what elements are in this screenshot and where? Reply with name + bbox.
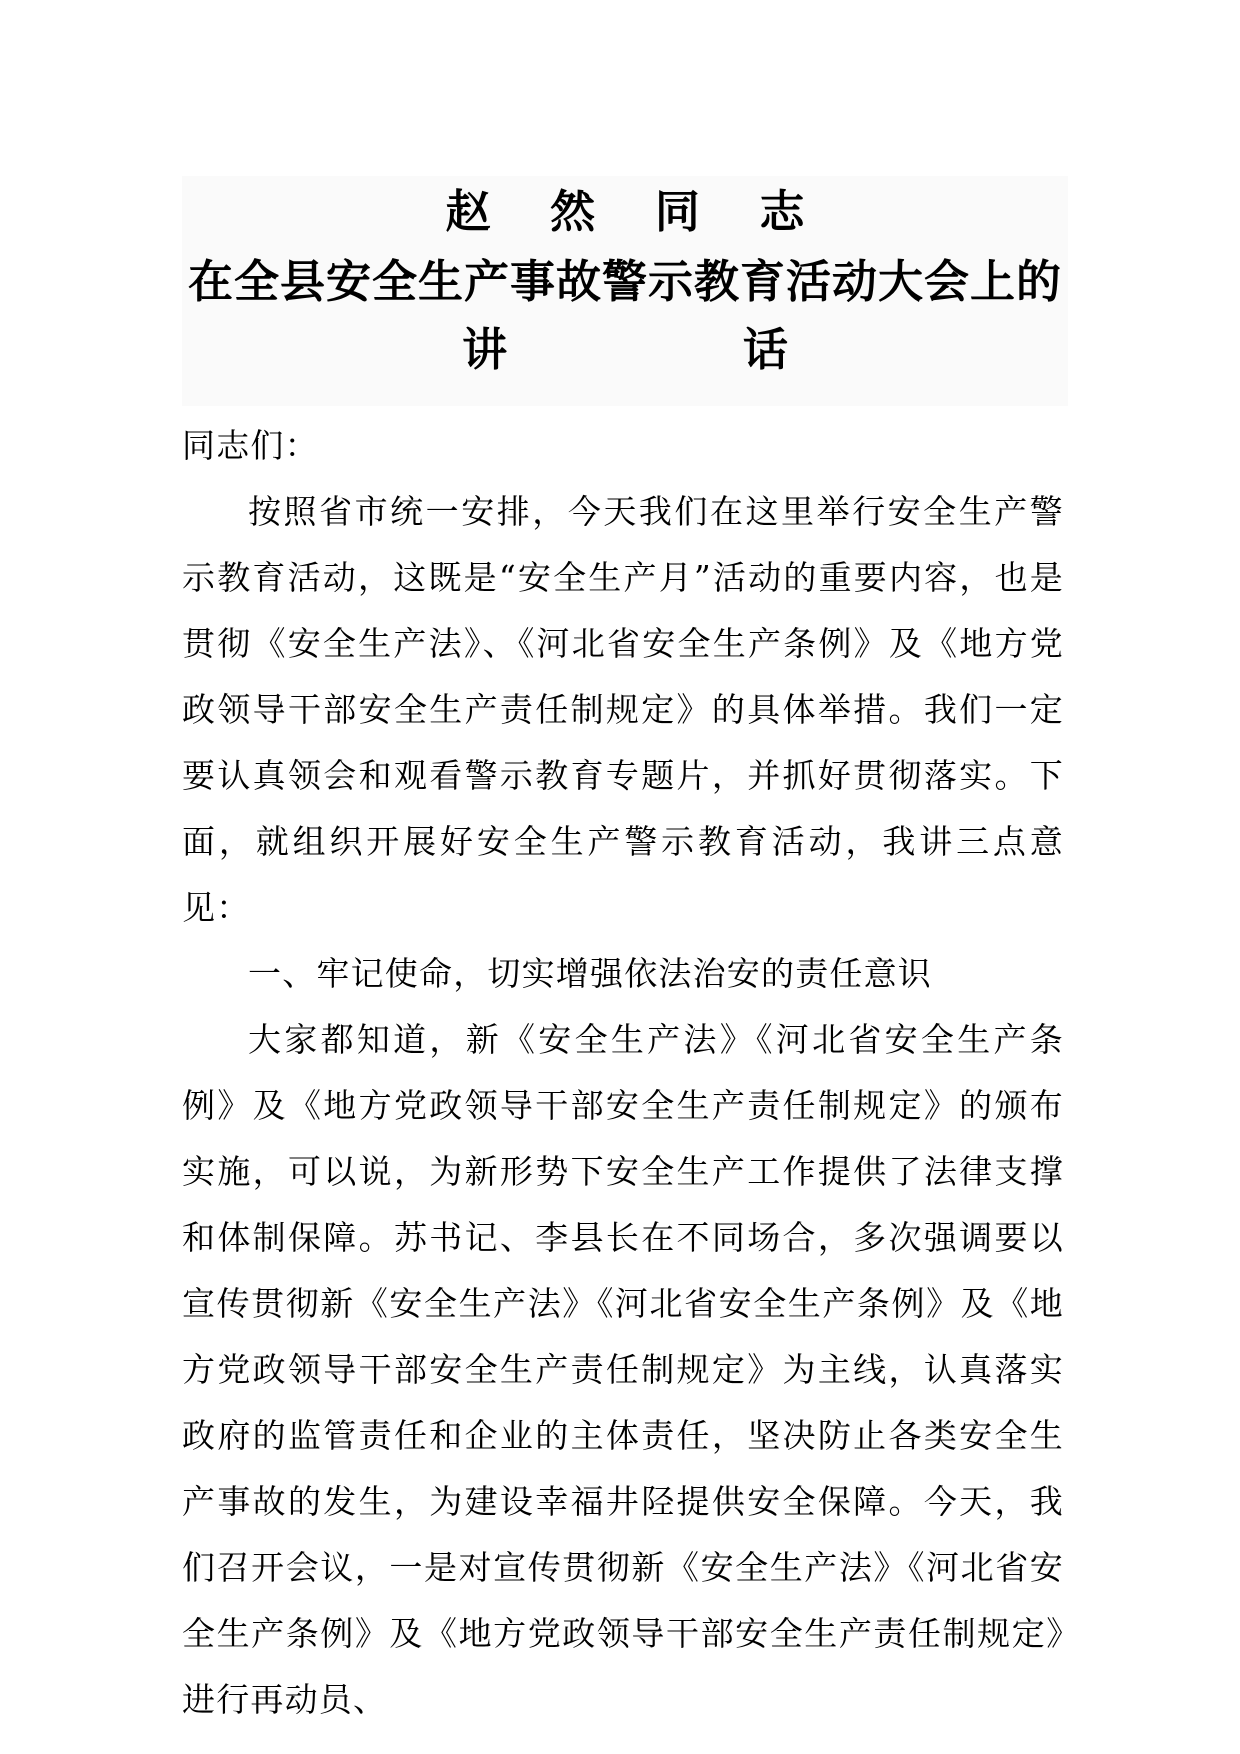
section-heading-1: 一、牢记使命，切实增强依法治安的责任意识 — [248, 954, 932, 993]
salutation: 同志们： — [182, 426, 319, 465]
speech-body — [182, 413, 1064, 1733]
paragraph-intro: 按照省市统一安排，今天我们在这里举行安全生产警示教育活动，这既是“安全生产月”活动的重要内容，也是贯彻《安全生产法》、《河北省安全生产条例》及《地方党政领导干部安全生产责任制规定》的具体举措。我们一定要认真领会和观看警示教育专题片，并抓好贯彻落实。下面，就组织开展好安全生产警示教育活动，我讲三点意见： — [182, 492, 1064, 927]
speech-title: 讲 话 — [462, 323, 898, 376]
paragraph-section-1: 大家都知道，新《安全生产法》《河北省安全生产条例》及《地方党政领导干部安全生产责任制规定》的颁布实施，可以说，为新形势下安全生产工作提供了法律支撑和体制保障。苏书记、李县长在不同场合，多次强调要以宣传贯彻新《安全生产法》《河北省安全生产条例》及《地方党政领导干部安全生产责任制规定》为主线，认真落实政府的监管责任和企业的主体责任，坚决防止各类安全生产事故的发生，为建设幸福井陉提供安全保障。今天，我们召开会议，一是对宣传贯彻新《安全生产法》《河北省安全生产条例》及《地方党政领导干部安全生产责任制规定》进行再动员、 — [182, 1020, 1064, 1719]
event-title: 在全县安全生产事故警示教育活动大会上的 — [187, 255, 1062, 308]
title-block — [182, 176, 1068, 406]
speaker-name-title: 赵 然 同 志 — [445, 185, 827, 238]
